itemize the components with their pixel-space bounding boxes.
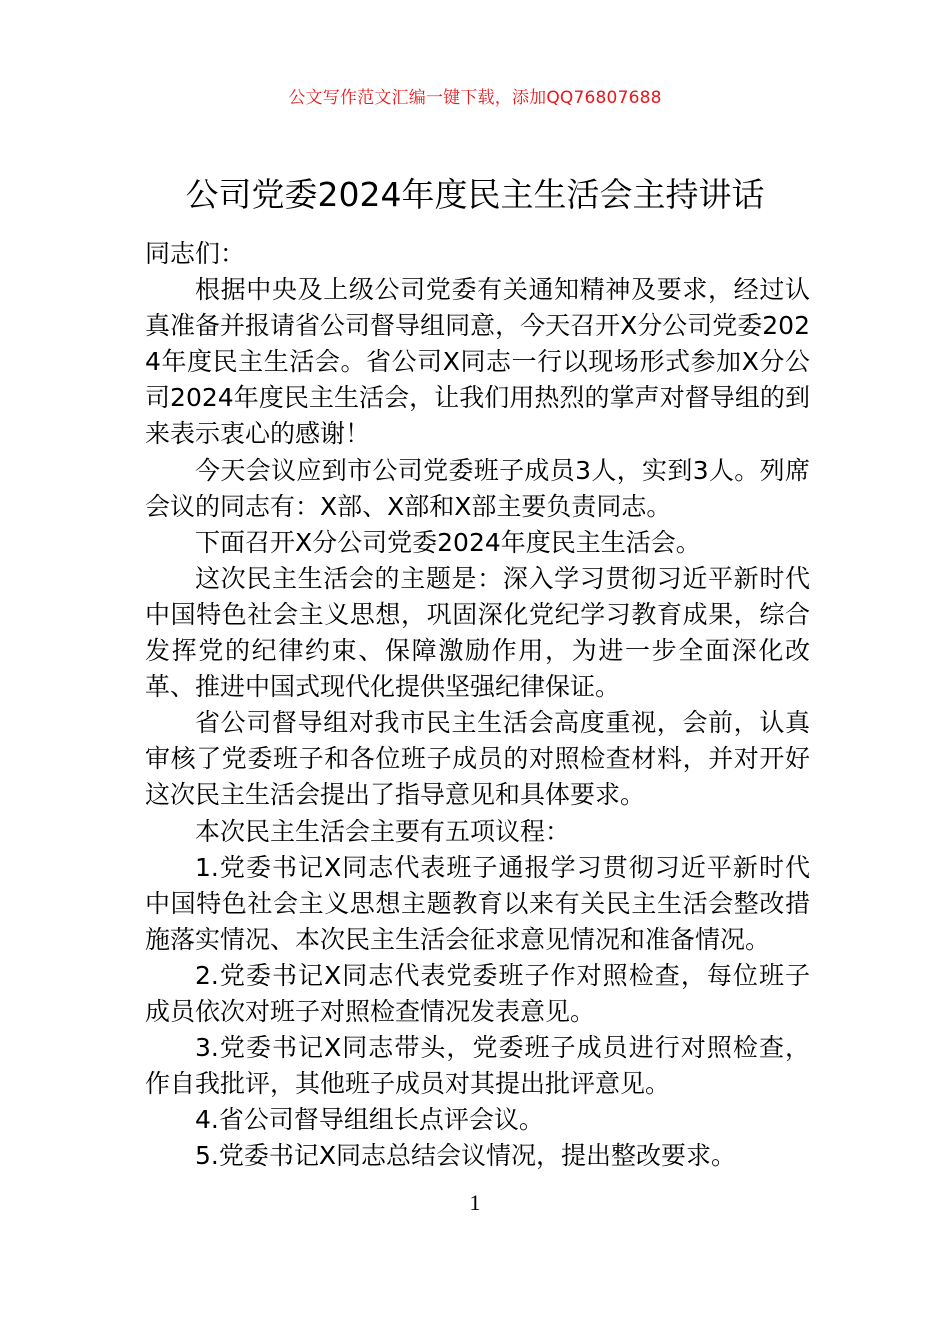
page-number: 1 (469, 1190, 481, 1215)
paragraph-agenda-intro: 本次民主生活会主要有五项议程： (195, 816, 571, 846)
paragraph-opening: 下面召开X分公司党委2024年度民主生活会。 (195, 527, 701, 557)
paragraph-attendance: 今天会议应到市公司党委班子成员3人，实到3人。列席会议的同志有：X部、X部和X部主要负责同志。 (145, 455, 810, 521)
agenda-item-5: 5.党委书记X同志总结会议情况，提出整改要求。 (195, 1141, 736, 1171)
paragraph-intro: 根据中央及上级公司党委有关通知精神及要求，经过认真准备并报请省公司督导组同意，今天召开X分公司党委2024年度民主生活会。省公司X同志一行以现场形式参加X分公司2024年度民主生活会，让我们用热烈的掌声对督导组的到来表示衷心的感谢！ (145, 275, 810, 449)
agenda-item-2: 2.党委书记X同志代表党委班子作对照检查，每位班子成员依次对班子对照检查情况发表意见。 (145, 960, 810, 1026)
salutation: 同志们： (145, 239, 246, 268)
paragraph-supervision: 省公司督导组对我市民主生活会高度重视，会前，认真审核了党委班子和各位班子成员的对照检查材料，并对开好这次民主生活会提出了指导意见和具体要求。 (145, 708, 810, 810)
agenda-item-4: 4.省公司督导组组长点评会议。 (195, 1105, 544, 1135)
watermark-banner: 公文写作范文汇编一键下载，添加QQ76807688 (288, 88, 662, 108)
document-title: 公司党委2024年度民主生活会主持讲话 (185, 175, 765, 214)
agenda-item-3: 3.党委书记X同志带头，党委班子成员进行对照检查，作自我批评，其他班子成员对其提出批评意见。 (145, 1033, 810, 1099)
agenda-item-1: 1.党委书记X同志代表班子通报学习贯彻习近平新时代中国特色社会主义思想主题教育以来有关民主生活会整改措施落实情况、本次民主生活会征求意见情况和准备情况。 (145, 852, 810, 954)
paragraph-theme: 这次民主生活会的主题是：深入学习贯彻习近平新时代中国特色社会主义思想，巩固深化党纪学习教育成果，综合发挥党的纪律约束、保障激励作用，为进一步全面深化改革、推进中国式现代化提供坚强纪律保证。 (145, 563, 810, 702)
document-body (145, 236, 810, 1174)
